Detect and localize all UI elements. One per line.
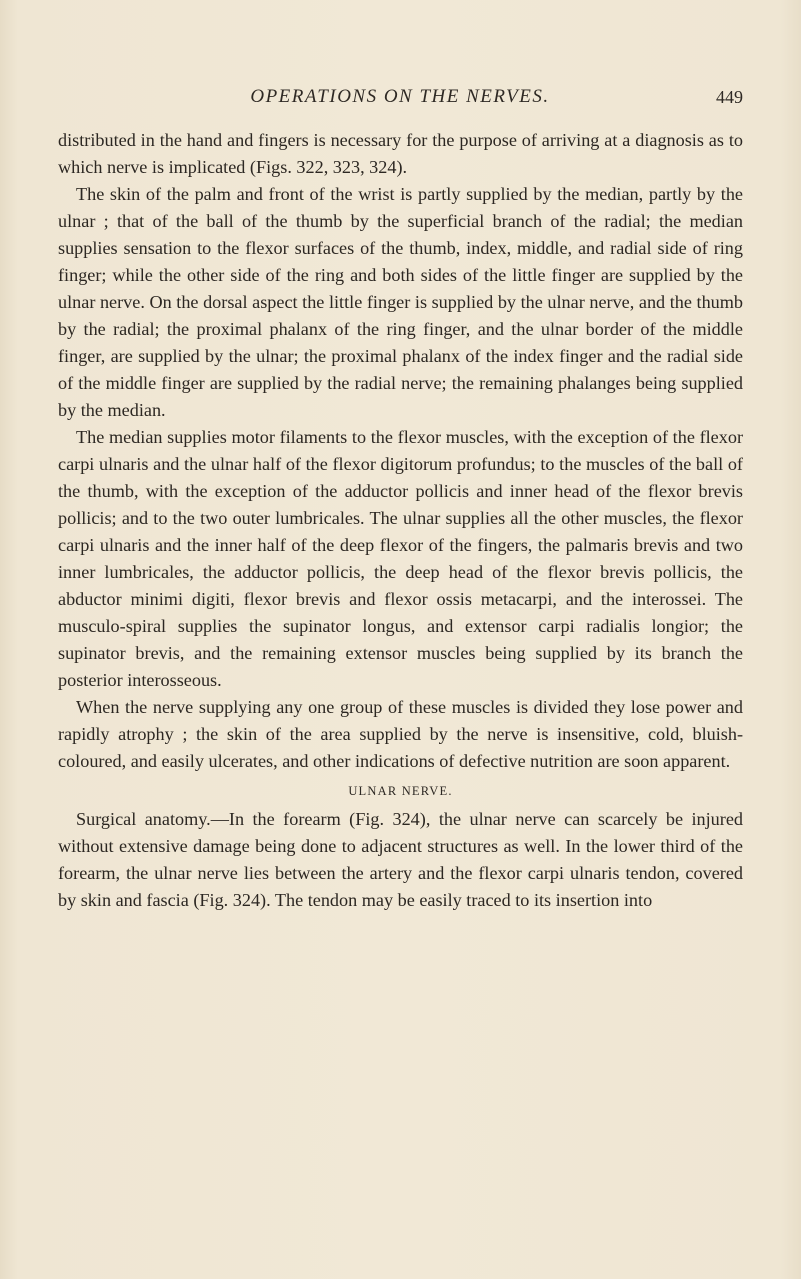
paragraph-nerve-division: When the nerve supplying any one group of these muscles is divided they lose power and rapidly atrophy ; the skin of the area supplied by the nerve is insensitive, cold, bluish-coloured, and easily ulcerates, and other indications of defective nutrition are soon apparent.: [58, 697, 743, 771]
running-head: OPERATIONS ON THE NERVES.: [250, 86, 550, 107]
paragraph-skin-supply: The skin of the palm and front of the wrist is partly supplied by the median, partly by the ulnar ; that of the ball of the thumb by the superficial branch of the radial; the median supplies sensation to the flexor surfaces of the thumb, index, middle, and radial side of ring finger; while the other side of the ring and both sides of the little finger are supplied by the ulnar nerve. On the dorsal aspect the little finger is supplied by the ulnar nerve, and the thumb by the radial; the proximal phalanx of the ring finger, and the ulnar border of the middle finger, are supplied by the ulnar; the proximal phalanx of the index finger and the radial side of the middle finger are supplied by the radial nerve; the remaining phalanges being supplied by the median.: [58, 184, 743, 420]
section-heading: ULNAR NERVE.: [348, 784, 453, 798]
page-header: [0, 86, 801, 114]
paragraph-continued: distributed in the hand and fingers is necessary for the purpose of arriving at a diagnosis as to which nerve is implicated (Figs. 322, 323, 324).: [58, 130, 743, 177]
paragraph-motor-supply: The median supplies motor filaments to the flexor muscles, with the exception of the flexor carpi ulnaris and the ulnar half of the flexor digitorum profundus; to the muscles of the ball of the thumb, with the exception of the adductor pollicis and inner head of the flexor brevis pollicis; and to the two outer lumbricales. The ulnar supplies all the other muscles, the flexor carpi ulnaris and the inner half of the deep flexor of the fingers, the palmaris brevis and two inner lumbricales, the adductor pollicis, the deep head of the flexor brevis pollicis, the abductor minimi digiti, flexor brevis and flexor ossis metacarpi, and the interossei. The musculo-spiral supplies the supinator longus, and extensor carpi radialis longior; the supinator brevis, and the remaining extensor muscles being supplied by its branch the posterior interosseous.: [58, 427, 743, 690]
body-text: [58, 127, 743, 914]
page-number: 449: [716, 87, 743, 107]
paragraph-surgical-anatomy: Surgical anatomy.—In the forearm (Fig. 324), the ulnar nerve can scarcely be injured without extensive damage being done to adjacent structures as well. In the lower third of the forearm, the ulnar nerve lies between the artery and the flexor carpi ulnaris tendon, covered by skin and fascia (Fig. 324). The tendon may be easily traced to its insertion into: [58, 809, 743, 910]
